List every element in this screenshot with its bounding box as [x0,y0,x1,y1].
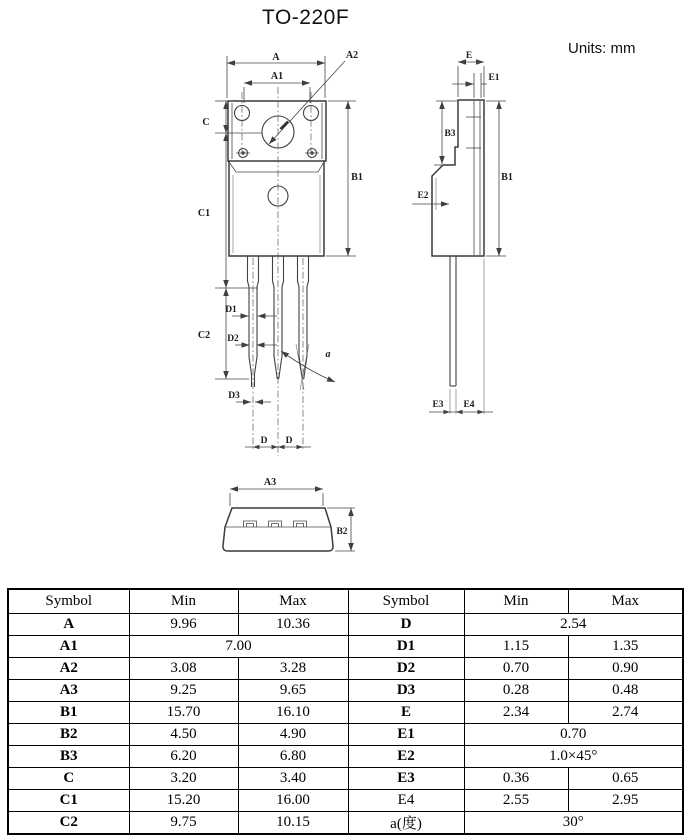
symbol-cell: D3 [348,680,464,702]
table-row-c1-e4 [8,790,683,812]
symbol-cell: A1 [8,636,129,658]
value-cell: 6.80 [238,746,348,768]
symbol-cell: A3 [8,680,129,702]
value-cell: 10.36 [238,614,348,636]
dimension-label-d2: D2 [227,334,239,344]
dimension-table [7,588,684,835]
value-cell: 15.20 [129,790,238,812]
value-cell: 2.95 [568,790,683,812]
units-label: Units: mm [568,40,636,57]
value-cell: 15.70 [129,702,238,724]
header-min-left: Min [129,589,238,614]
dimension-label-d3: D3 [228,391,240,401]
table-row-a2-d2 [8,658,683,680]
value-cell: 4.50 [129,724,238,746]
value-cell: 2.55 [464,790,568,812]
front-view [198,50,363,456]
lead-side [450,256,456,386]
symbol-cell: E4 [348,790,464,812]
value-cell: 0.28 [464,680,568,702]
value-cell: 1.15 [464,636,568,658]
value-cell: 1.35 [568,636,683,658]
value-cell: 16.10 [238,702,348,724]
dimension-label-d-left: D [260,436,268,446]
page-title: TO-220F [262,6,350,29]
table-row-c2-alpha [8,812,683,835]
symbol-cell: C1 [8,790,129,812]
symbol-cell: B1 [8,702,129,724]
dimension-label-c1: C1 [197,208,211,219]
value-cell-merged: 30° [464,812,683,835]
dimension-label-b2: B2 [336,527,348,537]
value-cell-merged: 7.00 [129,636,348,658]
dimension-label-a2: A2 [345,50,359,61]
header-max-right: Max [568,589,683,614]
table-row-a-d [8,614,683,636]
dimension-label-alpha: a [325,349,331,360]
table-row-a3-d3 [8,680,683,702]
dimension-label-e: E [465,51,473,61]
value-cell: 2.74 [568,702,683,724]
table-row-a1-d1 [8,636,683,658]
value-cell: 9.25 [129,680,238,702]
symbol-cell: D1 [348,636,464,658]
dimension-label-b1: B1 [351,172,363,183]
value-cell: 0.65 [568,768,683,790]
symbol-cell: C [8,768,129,790]
side-view [412,51,513,414]
symbol-cell: A [8,614,129,636]
dimension-label-b3: B3 [444,129,456,139]
header-symbol-left: Symbol [8,589,129,614]
value-cell: 6.20 [129,746,238,768]
symbol-cell: E [348,702,464,724]
value-cell-merged: 1.0×45° [464,746,683,768]
value-cell: 10.15 [238,812,348,835]
symbol-cell: B2 [8,724,129,746]
value-cell: 3.40 [238,768,348,790]
table-header-row [8,589,683,614]
table-row-b3-e2 [8,746,683,768]
symbol-cell: E3 [348,768,464,790]
header-max-left: Max [238,589,348,614]
value-cell: 4.90 [238,724,348,746]
value-cell: 0.90 [568,658,683,680]
value-cell: 3.20 [129,768,238,790]
symbol-cell: E2 [348,746,464,768]
dimension-label-c: C [202,117,210,128]
value-cell-merged: 0.70 [464,724,683,746]
dimension-label-b1-side: B1 [501,172,513,183]
header-symbol-right: Symbol [348,589,464,614]
symbol-cell: A2 [8,658,129,680]
symbol-cell: D [348,614,464,636]
value-cell: 3.08 [129,658,238,680]
value-cell: 9.65 [238,680,348,702]
symbol-cell: B3 [8,746,129,768]
header-min-right: Min [464,589,568,614]
dimension-label-d-right: D [285,436,293,446]
dimension-label-d1: D1 [225,305,237,315]
symbol-cell: a(度) [348,812,464,835]
table-row-b2-e1 [8,724,683,746]
value-cell: 3.28 [238,658,348,680]
symbol-cell: C2 [8,812,129,835]
dimension-label-a: A [272,52,280,63]
lead-sections [244,521,307,527]
dimension-label-a1: A1 [270,71,284,82]
value-cell: 9.75 [129,812,238,835]
dimension-label-e1: E1 [488,73,500,83]
value-cell: 2.34 [464,702,568,724]
table-row-b1-e [8,702,683,724]
dimension-label-e3: E3 [432,400,444,410]
value-cell: 0.48 [568,680,683,702]
dimension-label-c2: C2 [197,330,211,341]
symbol-cell: E1 [348,724,464,746]
value-cell: 0.36 [464,768,568,790]
bottom-view [223,477,355,551]
value-cell: 9.96 [129,614,238,636]
dimension-label-e2: E2 [417,191,429,201]
symbol-cell: D2 [348,658,464,680]
value-cell: 0.70 [464,658,568,680]
value-cell: 16.00 [238,790,348,812]
rivet-right [305,149,319,158]
rivet-left [236,149,250,158]
dimension-label-a3: A3 [263,477,277,488]
table-row-c-e3 [8,768,683,790]
dimension-label-e4: E4 [463,400,475,410]
value-cell-merged: 2.54 [464,614,683,636]
